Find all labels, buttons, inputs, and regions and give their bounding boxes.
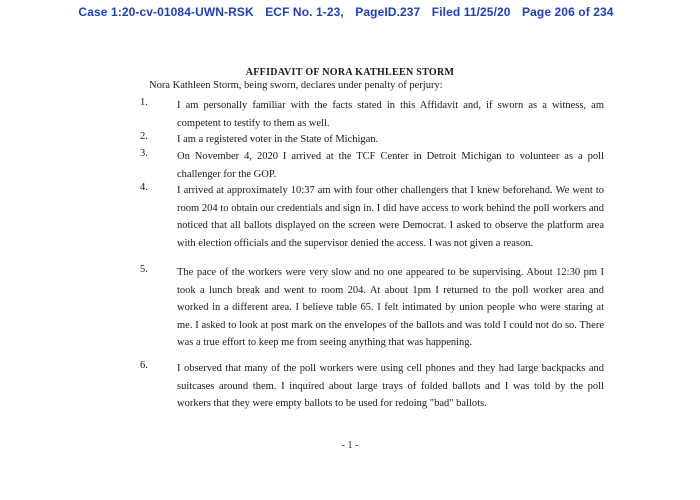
paragraph-text: On November 4, 2020 I arrived at the TCF Center in Detroit Michigan to volunteer as a poll challenger for the GOP. — [177, 151, 604, 180]
case-number: Case 1:20-cv-01084-UWN-RSK — [78, 5, 254, 19]
ecf-number: ECF No. 1-23, — [265, 5, 344, 19]
paragraph-number: 1. — [140, 97, 148, 108]
paragraph-number: 3. — [140, 148, 148, 159]
paragraph-number: 4. — [140, 182, 148, 193]
case-header — [0, 5, 700, 19]
paragraph-text: The pace of the workers were very slow and no one appeared to be supervising. About 12:30 pm I took a lunch break and went to room 204. At about 1pm I returned to the poll worker area and worked in a different area. I believe table 65. I felt intimated by union people who were staring at me. I asked to look at post mark on the envelopes of the ballots and was told I could not do so. There was a true effort to keep me from seeing anything that was happening. — [177, 267, 604, 348]
paragraph-number: 5. — [140, 264, 148, 275]
paragraph-text: I observed that many of the poll workers were using cell phones and they had large backpacks and suitcases around them. I inquired about large trays of folded ballots and I was told by the poll workers that they were empty ballots to be used for redoing "bad" ballots. — [177, 363, 604, 409]
document-title: AFFIDAVIT OF NORA KATHLEEN STORM — [245, 67, 455, 78]
page-count: Page 206 of 234 — [522, 5, 614, 19]
page-id: PageID.237 — [355, 5, 421, 19]
paragraph-number: 2. — [140, 131, 148, 142]
paragraph-text: I arrived at approximately 10:37 am with four other challengers that I knew beforehand. We went to room 204 to obtain our credentials and sign in. I did have access to work behind the poll workers and noticed that all ballots displayed on the screen were Democrat. I asked to observe the platform area with election officials and the supervisor denied the access. I was not given a reason. — [177, 185, 604, 249]
paragraph-text: I am personally familiar with the facts stated in this Affidavit and, if sworn as a witness, am competent to testify to them as well. — [177, 100, 604, 129]
paragraph-text: I am a registered voter in the State of Michigan. — [177, 134, 379, 145]
page-number-footer: - 1 - — [341, 440, 359, 451]
intro-statement: Nora Kathleen Storm, being sworn, declares under penalty of perjury: — [149, 80, 443, 91]
paragraph-number: 6. — [140, 360, 148, 371]
filed-date: Filed 11/25/20 — [431, 5, 511, 19]
